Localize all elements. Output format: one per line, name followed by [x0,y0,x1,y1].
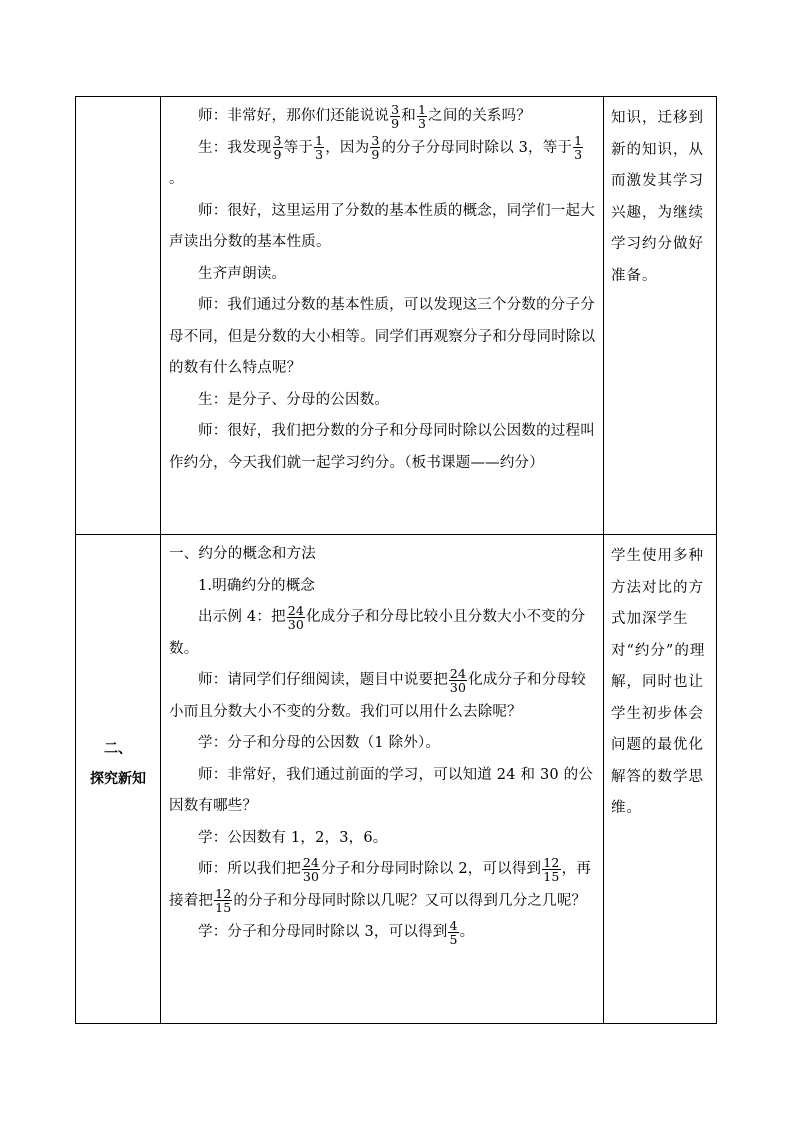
fraction-numerator: 24 [287,602,305,618]
paragraph [169,854,597,917]
fraction-denominator: 30 [449,679,467,695]
fraction-numerator: 12 [215,886,232,901]
text-run: 生：是分子、分母的公因数。 [198,391,390,408]
fraction [417,103,427,130]
fraction-numerator: 1 [417,101,427,117]
text-run: 学：分子和分母的公因数（1 除外）。 [198,735,441,751]
text-run: 一、约分的概念和方法 [169,546,316,562]
lesson-plan-table [75,96,717,1024]
fraction [370,134,380,161]
design-intent-note-row2: 学生使用多种方法对比的方式加深学生对“约分”的理解，同时也让学生初步体会问题的最优化解答的数学思维。 [611,548,706,816]
table-row [76,97,717,535]
fraction-numerator: 1 [315,133,324,148]
text-run: 和 [401,108,416,124]
paragraph [169,602,597,665]
paragraph [169,416,597,479]
fraction [214,887,232,914]
text-run: 师：请同学们仔细阅读，题目中说要把 [198,672,448,688]
fraction [314,134,324,161]
fraction-numerator: 12 [543,854,560,870]
text-run: ，因为 [325,139,370,156]
fraction-numerator: 4 [449,917,458,933]
text-run: 学：分子和分母同时除以 3，可以得到 [198,924,448,940]
text-run: 师：我们通过分数的基本性质，可以发现这三个分数的分子分母不同，但是分数的大小相等。同学们再观察分子和分母同时除以的数有什么特点呢？ [169,297,596,376]
text-run: 出示例 4：把 [198,609,286,625]
paragraph [169,259,597,291]
fraction [273,134,283,161]
fraction-numerator: 3 [391,101,400,117]
text-run: 学：公因数有 1，2，3，6。 [198,829,388,846]
text-run: 化成分子和分母较小而且分数大小不变的分数。我们可以用什么去除呢？ [169,672,586,720]
paragraph [169,823,597,855]
text-run: 等于 [283,139,314,156]
fraction-denominator: 15 [215,900,232,915]
text-run: 师：很好，这里运用了分数的基本性质的概念，同学们一起大声读出分数的基本性质。 [169,202,595,250]
text-run: 生：我发现 [198,139,272,156]
design-intent-note-row1: 知识，迁移到新的知识，从而激发其学习兴趣，为继续学习约分做好准备。 [611,110,704,284]
fraction [287,604,305,631]
paragraph [169,728,597,760]
fraction [448,919,458,946]
text-run: 的分子分母同时除以 3，等于 [381,139,573,156]
text-run: 分子和分母同时除以 2，可以得到 [321,861,542,877]
content-text-row1 [161,97,603,479]
paragraph [169,917,597,949]
content-text-row2 [161,535,603,949]
text-run: 师：非常好，那你们还能说说 [198,108,390,124]
note-cell-row2 [604,535,717,1024]
fraction-denominator: 30 [302,868,320,884]
fraction-denominator: 9 [273,147,282,162]
content-cell-row1 [161,97,604,535]
paragraph [169,571,597,603]
text-run: 1.明确约分的概念 [198,577,316,594]
content-cell-row2 [161,535,604,1024]
stage-title: 探究新知 [90,771,146,787]
paragraph [169,290,597,385]
text-run: 师：很好，我们把分数的分子和分母同时除以公因数的过程叫作约分，今天我们就一起学习约分。（板书课题——约分） [169,423,595,471]
fraction-numerator: 3 [273,133,282,148]
fraction-denominator: 5 [449,931,458,947]
fraction [573,134,583,161]
fraction [390,103,400,130]
paragraph [169,760,597,823]
fraction-numerator: 3 [371,133,380,148]
fraction-numerator: 24 [449,665,467,681]
fraction-numerator: 24 [302,854,320,870]
text-run: 的分子和分母同时除以几呢？又可以得到几分之几呢？ [233,892,587,909]
paragraph [169,133,597,196]
text-run: 。 [459,924,475,940]
paragraph [169,101,597,133]
paragraph [169,665,597,728]
fraction-denominator: 3 [315,147,324,162]
fraction [302,856,320,883]
paragraph [169,539,597,571]
text-run: 生齐声朗读。 [198,265,287,282]
paragraph [169,196,597,259]
stage-cell-row2 [76,535,161,1024]
stage-cell-row1 [76,97,161,535]
text-run: 师：非常好，我们通过前面的学习，可以知道 24 和 30 的公因数有哪些？ [169,766,594,814]
fraction [449,667,467,694]
text-run: ，再接着把 [169,861,591,909]
fraction [542,856,560,883]
note-cell-row1 [604,97,717,535]
paragraph [169,385,597,417]
text-run: 化成分子和分母比较小且分数大小不变的分数。 [169,609,586,657]
text-run: 。 [169,171,184,187]
fraction-denominator: 9 [371,147,380,162]
stage-number: 二、 [104,741,132,757]
fraction-denominator: 3 [417,115,427,131]
fraction-denominator: 30 [287,616,305,632]
fraction-denominator: 3 [574,147,583,162]
table-row [76,535,717,1024]
text-run: 之间的关系吗？ [428,108,532,124]
fraction-denominator: 15 [543,868,560,884]
fraction-denominator: 9 [391,115,400,131]
text-run: 师：所以我们把 [198,861,301,877]
fraction-numerator: 1 [574,133,583,148]
